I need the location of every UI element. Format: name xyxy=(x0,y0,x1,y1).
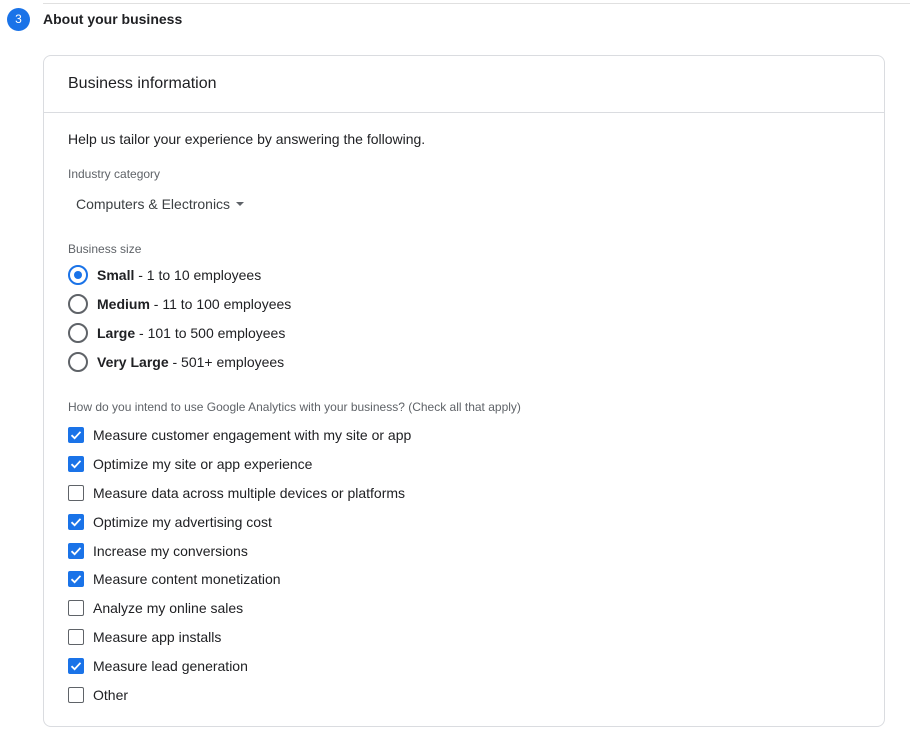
business-size-detail: - 501+ employees xyxy=(168,354,285,370)
radio-unchecked-icon[interactable] xyxy=(68,323,88,343)
usage-option[interactable] xyxy=(68,454,312,474)
business-size-option[interactable] xyxy=(68,293,291,315)
usage-option[interactable] xyxy=(68,656,248,676)
usage-option-label: Analyze my online sales xyxy=(93,600,244,616)
usage-option-label: Increase my conversions xyxy=(93,543,248,559)
card-title: Business information xyxy=(68,75,217,92)
business-size-option-label xyxy=(97,325,285,341)
industry-category-value: Computers & Electronics xyxy=(76,196,231,212)
intro-text: Help us tailor your experience by answering the following. xyxy=(68,131,426,147)
usage-option-label: Measure app installs xyxy=(93,629,222,645)
usage-option-label: Measure data across multiple devices or platforms xyxy=(93,485,406,501)
business-size-detail: - 101 to 500 employees xyxy=(135,325,286,341)
usage-option-label: Measure content monetization xyxy=(93,571,281,587)
step-number-badge: 3 xyxy=(7,8,30,31)
business-size-label: Business size xyxy=(68,242,142,256)
radio-unchecked-icon[interactable] xyxy=(68,352,88,372)
usage-option-label: Optimize my site or app experience xyxy=(93,456,313,472)
checkbox-checked-icon[interactable] xyxy=(68,571,84,587)
checkbox-checked-icon[interactable] xyxy=(68,514,84,530)
radio-checked-icon[interactable] xyxy=(68,265,88,285)
checkbox-unchecked-icon[interactable] xyxy=(68,687,84,703)
card-divider xyxy=(44,112,884,113)
usage-option-label: Measure lead generation xyxy=(93,658,248,674)
business-size-name: Medium xyxy=(97,296,150,312)
business-size-option[interactable] xyxy=(68,264,261,286)
business-size-option[interactable] xyxy=(68,351,284,373)
checkbox-checked-icon[interactable] xyxy=(68,427,84,443)
usage-option[interactable] xyxy=(68,425,411,445)
checkbox-unchecked-icon[interactable] xyxy=(68,629,84,645)
usage-option[interactable] xyxy=(68,685,128,705)
top-divider xyxy=(43,3,910,4)
checkbox-checked-icon[interactable] xyxy=(68,543,84,559)
usage-option[interactable] xyxy=(68,483,405,503)
checkbox-checked-icon[interactable] xyxy=(68,456,84,472)
step-header xyxy=(7,7,182,31)
step-title: About your business xyxy=(43,11,183,27)
business-size-option[interactable] xyxy=(68,322,285,344)
checkbox-unchecked-icon[interactable] xyxy=(68,600,84,616)
business-size-option-label xyxy=(97,267,261,283)
usage-question-label: How do you intend to use Google Analytics with your business? (Check all that apply) xyxy=(68,400,521,414)
usage-option[interactable] xyxy=(68,569,281,589)
business-size-detail: - 1 to 10 employees xyxy=(134,267,262,283)
business-size-name: Very Large xyxy=(97,354,169,370)
usage-option-label: Optimize my advertising cost xyxy=(93,514,272,530)
usage-option[interactable] xyxy=(68,598,243,618)
usage-option[interactable] xyxy=(68,627,221,647)
industry-category-label: Industry category xyxy=(68,167,161,181)
industry-category-dropdown[interactable] xyxy=(76,194,244,214)
usage-option[interactable] xyxy=(68,512,272,532)
radio-unchecked-icon[interactable] xyxy=(68,294,88,314)
caret-down-icon xyxy=(236,202,244,206)
usage-option-label: Measure customer engagement with my site or app xyxy=(93,427,412,443)
business-size-name: Large xyxy=(97,325,136,341)
usage-option-label: Other xyxy=(93,687,129,703)
usage-option[interactable] xyxy=(68,541,248,561)
business-size-option-label xyxy=(97,354,284,370)
business-size-detail: - 11 to 100 employees xyxy=(149,296,292,312)
business-size-name: Small xyxy=(97,267,135,283)
business-size-option-label xyxy=(97,296,291,312)
checkbox-unchecked-icon[interactable] xyxy=(68,485,84,501)
checkbox-checked-icon[interactable] xyxy=(68,658,84,674)
business-information-card xyxy=(43,55,885,727)
